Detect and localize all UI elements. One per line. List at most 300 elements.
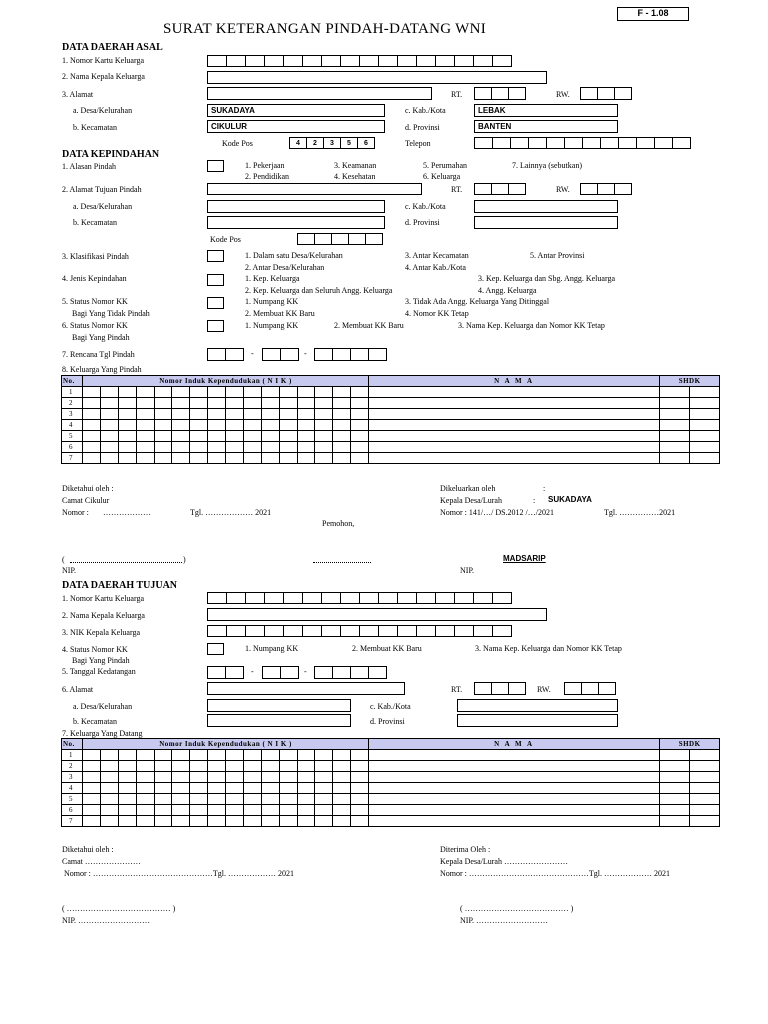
- desa-pindah-field[interactable]: [207, 200, 385, 213]
- shdk-cell[interactable]: [660, 420, 690, 431]
- nik-digit-cell[interactable]: [351, 772, 369, 783]
- nik-digit-cell[interactable]: [118, 409, 136, 420]
- nik-digit-cell[interactable]: [172, 816, 190, 827]
- nik-digit-cell[interactable]: [279, 816, 297, 827]
- nik-digit-cell[interactable]: [333, 750, 351, 761]
- shdk-cell[interactable]: [690, 409, 720, 420]
- nik-digit-cell[interactable]: [172, 805, 190, 816]
- nik-digit-cell[interactable]: [315, 398, 333, 409]
- nik-digit-cell[interactable]: [154, 409, 172, 420]
- shdk-cell[interactable]: [690, 794, 720, 805]
- alamat-asal-field[interactable]: [207, 87, 432, 100]
- nik-digit-cell[interactable]: [315, 794, 333, 805]
- status-tujuan-checkbox[interactable]: [207, 643, 224, 655]
- nik-digit-cell[interactable]: [136, 431, 154, 442]
- nik-digit-cell[interactable]: [154, 420, 172, 431]
- nik-digit-cell[interactable]: [315, 409, 333, 420]
- rw-asal-boxes[interactable]: [580, 87, 632, 100]
- nik-digit-cell[interactable]: [351, 398, 369, 409]
- nik-digit-cell[interactable]: [315, 750, 333, 761]
- nik-digit-cell[interactable]: [190, 398, 208, 409]
- nik-digit-cell[interactable]: [208, 431, 226, 442]
- nik-digit-cell[interactable]: [154, 772, 172, 783]
- nik-digit-cell[interactable]: [226, 816, 244, 827]
- prov-pindah-field[interactable]: [474, 216, 618, 229]
- nama-cell[interactable]: [369, 816, 660, 827]
- nik-digit-cell[interactable]: [279, 750, 297, 761]
- nik-digit-cell[interactable]: [333, 794, 351, 805]
- kab-tujuan-field[interactable]: [457, 699, 618, 712]
- nik-digit-cell[interactable]: [297, 398, 315, 409]
- telepon-asal-boxes[interactable]: [474, 137, 691, 149]
- nik-digit-cell[interactable]: [190, 805, 208, 816]
- nama-cell[interactable]: [369, 420, 660, 431]
- nik-digit-cell[interactable]: [243, 442, 261, 453]
- nik-digit-cell[interactable]: [279, 398, 297, 409]
- nik-digit-cell[interactable]: [297, 453, 315, 464]
- nik-digit-cell[interactable]: [333, 409, 351, 420]
- nama-cell[interactable]: [369, 761, 660, 772]
- nik-digit-cell[interactable]: [118, 420, 136, 431]
- nik-digit-cell[interactable]: [333, 761, 351, 772]
- nik-digit-cell[interactable]: [136, 794, 154, 805]
- nik-digit-cell[interactable]: [190, 420, 208, 431]
- nik-digit-cell[interactable]: [208, 794, 226, 805]
- nama-kepala-asal-field[interactable]: [207, 71, 547, 84]
- nik-digit-cell[interactable]: [172, 431, 190, 442]
- nik-digit-cell[interactable]: [190, 761, 208, 772]
- shdk-cell[interactable]: [690, 442, 720, 453]
- nik-digit-cell[interactable]: [136, 772, 154, 783]
- nik-digit-cell[interactable]: [315, 805, 333, 816]
- nik-digit-cell[interactable]: [351, 409, 369, 420]
- nik-digit-cell[interactable]: [243, 761, 261, 772]
- nik-digit-cell[interactable]: [351, 816, 369, 827]
- nik-digit-cell[interactable]: [136, 453, 154, 464]
- nik-digit-cell[interactable]: [100, 816, 118, 827]
- nik-digit-cell[interactable]: [279, 409, 297, 420]
- kodepos-asal-boxes[interactable]: [289, 137, 375, 149]
- rencana-tgl-year[interactable]: [314, 348, 387, 361]
- shdk-cell[interactable]: [690, 453, 720, 464]
- nik-digit-cell[interactable]: [315, 816, 333, 827]
- nik-digit-cell[interactable]: [351, 442, 369, 453]
- nik-digit-cell[interactable]: [118, 750, 136, 761]
- nik-digit-cell[interactable]: [226, 387, 244, 398]
- tanggal-kedatangan-year[interactable]: [314, 666, 387, 679]
- nik-digit-cell[interactable]: [136, 387, 154, 398]
- nik-digit-cell[interactable]: [315, 420, 333, 431]
- nik-digit-cell[interactable]: [261, 387, 279, 398]
- nik-digit-cell[interactable]: [226, 409, 244, 420]
- nik-digit-cell[interactable]: [208, 805, 226, 816]
- nik-digit-cell[interactable]: [118, 431, 136, 442]
- nik-digit-cell[interactable]: [261, 816, 279, 827]
- rt-tujuan-boxes[interactable]: [474, 682, 526, 695]
- nik-digit-cell[interactable]: [154, 442, 172, 453]
- nama-cell[interactable]: [369, 398, 660, 409]
- nik-digit-cell[interactable]: [333, 772, 351, 783]
- nik-digit-cell[interactable]: [351, 750, 369, 761]
- nik-digit-cell[interactable]: [83, 794, 101, 805]
- nik-digit-cell[interactable]: [261, 442, 279, 453]
- nik-digit-cell[interactable]: [315, 453, 333, 464]
- nik-digit-cell[interactable]: [118, 783, 136, 794]
- nik-digit-cell[interactable]: [226, 442, 244, 453]
- nik-digit-cell[interactable]: [100, 794, 118, 805]
- nik-digit-cell[interactable]: [243, 409, 261, 420]
- nik-digit-cell[interactable]: [118, 816, 136, 827]
- nik-digit-cell[interactable]: [100, 783, 118, 794]
- desa-tujuan-field[interactable]: [207, 699, 351, 712]
- nik-digit-cell[interactable]: [226, 398, 244, 409]
- rencana-tgl-day[interactable]: [207, 348, 244, 361]
- nik-digit-cell[interactable]: [100, 805, 118, 816]
- shdk-cell[interactable]: [660, 783, 690, 794]
- nik-digit-cell[interactable]: [100, 761, 118, 772]
- nik-digit-cell[interactable]: [190, 816, 208, 827]
- nik-digit-cell[interactable]: [279, 783, 297, 794]
- nik-digit-cell[interactable]: [172, 398, 190, 409]
- nik-digit-cell[interactable]: [83, 761, 101, 772]
- nik-digit-cell[interactable]: [351, 805, 369, 816]
- nik-digit-cell[interactable]: [83, 398, 101, 409]
- nik-digit-cell[interactable]: [100, 398, 118, 409]
- nama-cell[interactable]: [369, 431, 660, 442]
- nik-digit-cell[interactable]: [226, 761, 244, 772]
- shdk-cell[interactable]: [690, 420, 720, 431]
- kec-pindah-field[interactable]: [207, 216, 385, 229]
- shdk-cell[interactable]: [690, 816, 720, 827]
- nik-digit-cell[interactable]: [136, 805, 154, 816]
- nik-digit-cell[interactable]: [261, 398, 279, 409]
- nik-digit-cell[interactable]: [333, 442, 351, 453]
- nik-digit-cell[interactable]: [100, 442, 118, 453]
- nik-digit-cell[interactable]: [261, 453, 279, 464]
- tanggal-kedatangan-day[interactable]: [207, 666, 244, 679]
- nik-digit-cell[interactable]: [83, 805, 101, 816]
- nik-digit-cell[interactable]: [100, 420, 118, 431]
- shdk-cell[interactable]: [690, 783, 720, 794]
- rw-pindah-boxes[interactable]: [580, 183, 632, 195]
- nik-digit-cell[interactable]: [261, 409, 279, 420]
- nik-digit-cell[interactable]: [172, 772, 190, 783]
- nik-digit-cell[interactable]: [297, 409, 315, 420]
- shdk-cell[interactable]: [690, 398, 720, 409]
- kec-asal-field[interactable]: CIKULUR: [207, 120, 385, 133]
- nik-digit-cell[interactable]: [172, 420, 190, 431]
- nik-digit-cell[interactable]: [333, 816, 351, 827]
- nik-digit-cell[interactable]: [243, 420, 261, 431]
- kec-tujuan-field[interactable]: [207, 714, 351, 727]
- nik-digit-cell[interactable]: [315, 442, 333, 453]
- nik-digit-cell[interactable]: [118, 453, 136, 464]
- rw-tujuan-boxes[interactable]: [564, 682, 616, 695]
- nama-cell[interactable]: [369, 794, 660, 805]
- nik-digit-cell[interactable]: [297, 431, 315, 442]
- nik-digit-cell[interactable]: [297, 387, 315, 398]
- nik-digit-cell[interactable]: [136, 761, 154, 772]
- rt-asal-boxes[interactable]: [474, 87, 526, 100]
- nik-digit-cell[interactable]: [83, 442, 101, 453]
- nik-digit-cell[interactable]: [351, 761, 369, 772]
- nik-digit-cell[interactable]: [154, 431, 172, 442]
- nik-digit-cell[interactable]: [208, 761, 226, 772]
- nik-digit-cell[interactable]: [208, 398, 226, 409]
- nik-digit-cell[interactable]: [136, 409, 154, 420]
- nik-digit-cell[interactable]: [154, 783, 172, 794]
- nik-digit-cell[interactable]: [297, 805, 315, 816]
- nik-digit-cell[interactable]: [83, 431, 101, 442]
- nik-digit-cell[interactable]: [315, 761, 333, 772]
- shdk-cell[interactable]: [660, 794, 690, 805]
- nik-digit-cell[interactable]: [279, 805, 297, 816]
- nik-digit-cell[interactable]: [279, 453, 297, 464]
- nik-digit-cell[interactable]: [118, 442, 136, 453]
- nik-digit-cell[interactable]: [243, 750, 261, 761]
- nik-digit-cell[interactable]: [297, 794, 315, 805]
- nik-digit-cell[interactable]: [261, 420, 279, 431]
- nik-digit-cell[interactable]: [154, 794, 172, 805]
- nik-digit-cell[interactable]: [333, 453, 351, 464]
- nik-digit-cell[interactable]: [333, 387, 351, 398]
- nik-digit-cell[interactable]: [279, 794, 297, 805]
- nik-digit-cell[interactable]: [226, 420, 244, 431]
- nik-digit-cell[interactable]: [243, 398, 261, 409]
- nama-cell[interactable]: [369, 805, 660, 816]
- nik-digit-cell[interactable]: [208, 750, 226, 761]
- nik-digit-cell[interactable]: [83, 772, 101, 783]
- nik-digit-cell[interactable]: [333, 431, 351, 442]
- jenis-checkbox[interactable]: [207, 274, 224, 286]
- nik-digit-cell[interactable]: [208, 387, 226, 398]
- shdk-cell[interactable]: [690, 761, 720, 772]
- nama-cell[interactable]: [369, 387, 660, 398]
- nik-digit-cell[interactable]: [136, 442, 154, 453]
- nik-digit-cell[interactable]: [243, 387, 261, 398]
- nik-digit-cell[interactable]: [351, 794, 369, 805]
- nik-digit-cell[interactable]: [333, 805, 351, 816]
- nik-digit-cell[interactable]: [154, 398, 172, 409]
- nik-digit-cell[interactable]: [190, 442, 208, 453]
- rencana-tgl-month[interactable]: [262, 348, 299, 361]
- nik-digit-cell[interactable]: [333, 398, 351, 409]
- nik-digit-cell[interactable]: [226, 805, 244, 816]
- nik-digit-cell[interactable]: [279, 761, 297, 772]
- nik-digit-cell[interactable]: [243, 783, 261, 794]
- nik-digit-cell[interactable]: [297, 783, 315, 794]
- nik-digit-cell[interactable]: [351, 783, 369, 794]
- nik-digit-cell[interactable]: [154, 816, 172, 827]
- nik-digit-cell[interactable]: [226, 772, 244, 783]
- nik-kepala-boxes[interactable]: [207, 625, 512, 637]
- nik-digit-cell[interactable]: [243, 816, 261, 827]
- nik-digit-cell[interactable]: [279, 387, 297, 398]
- nik-digit-cell[interactable]: [100, 431, 118, 442]
- nik-digit-cell[interactable]: [226, 794, 244, 805]
- nama-cell[interactable]: [369, 453, 660, 464]
- shdk-cell[interactable]: [660, 442, 690, 453]
- nik-digit-cell[interactable]: [83, 750, 101, 761]
- nik-digit-cell[interactable]: [118, 805, 136, 816]
- nik-digit-cell[interactable]: [172, 761, 190, 772]
- tanggal-kedatangan-month[interactable]: [262, 666, 299, 679]
- nik-digit-cell[interactable]: [243, 453, 261, 464]
- nik-digit-cell[interactable]: [243, 431, 261, 442]
- shdk-cell[interactable]: [660, 431, 690, 442]
- shdk-cell[interactable]: [660, 750, 690, 761]
- nik-digit-cell[interactable]: [279, 442, 297, 453]
- nik-digit-cell[interactable]: [172, 794, 190, 805]
- nik-digit-cell[interactable]: [279, 772, 297, 783]
- nik-digit-cell[interactable]: [351, 387, 369, 398]
- desa-asal-field[interactable]: SUKADAYA: [207, 104, 385, 117]
- nik-digit-cell[interactable]: [118, 387, 136, 398]
- nik-digit-cell[interactable]: [261, 783, 279, 794]
- shdk-cell[interactable]: [690, 387, 720, 398]
- shdk-cell[interactable]: [660, 398, 690, 409]
- nik-digit-cell[interactable]: [208, 453, 226, 464]
- shdk-cell[interactable]: [690, 431, 720, 442]
- nik-digit-cell[interactable]: [154, 453, 172, 464]
- klasifikasi-checkbox[interactable]: [207, 250, 224, 262]
- nik-digit-cell[interactable]: [315, 772, 333, 783]
- status-tidak-pindah-checkbox[interactable]: [207, 297, 224, 309]
- nik-digit-cell[interactable]: [190, 783, 208, 794]
- nik-digit-cell[interactable]: [243, 805, 261, 816]
- nik-digit-cell[interactable]: [83, 387, 101, 398]
- nik-digit-cell[interactable]: [83, 420, 101, 431]
- nik-digit-cell[interactable]: [226, 431, 244, 442]
- prov-tujuan-field[interactable]: [457, 714, 618, 727]
- shdk-cell[interactable]: [660, 772, 690, 783]
- nik-digit-cell[interactable]: [190, 794, 208, 805]
- nik-digit-cell[interactable]: [83, 783, 101, 794]
- nik-digit-cell[interactable]: [208, 409, 226, 420]
- nik-digit-cell[interactable]: [190, 409, 208, 420]
- nik-digit-cell[interactable]: [136, 398, 154, 409]
- nik-digit-cell[interactable]: [154, 750, 172, 761]
- nik-digit-cell[interactable]: [83, 816, 101, 827]
- kab-pindah-field[interactable]: [474, 200, 618, 213]
- nik-digit-cell[interactable]: [100, 453, 118, 464]
- nama-cell[interactable]: [369, 772, 660, 783]
- rt-pindah-boxes[interactable]: [474, 183, 526, 195]
- nik-digit-cell[interactable]: [208, 772, 226, 783]
- shdk-cell[interactable]: [660, 816, 690, 827]
- nik-digit-cell[interactable]: [297, 761, 315, 772]
- nik-digit-cell[interactable]: [100, 750, 118, 761]
- nama-cell[interactable]: [369, 409, 660, 420]
- kodepos-pindah-boxes[interactable]: [297, 233, 383, 245]
- nama-cell[interactable]: [369, 783, 660, 794]
- shdk-cell[interactable]: [690, 750, 720, 761]
- nik-digit-cell[interactable]: [83, 409, 101, 420]
- nik-digit-cell[interactable]: [100, 387, 118, 398]
- nik-digit-cell[interactable]: [190, 387, 208, 398]
- nik-digit-cell[interactable]: [261, 794, 279, 805]
- nik-digit-cell[interactable]: [190, 453, 208, 464]
- nik-digit-cell[interactable]: [118, 772, 136, 783]
- nik-digit-cell[interactable]: [118, 398, 136, 409]
- nik-digit-cell[interactable]: [190, 750, 208, 761]
- nik-digit-cell[interactable]: [297, 750, 315, 761]
- nik-digit-cell[interactable]: [208, 420, 226, 431]
- nik-digit-cell[interactable]: [118, 761, 136, 772]
- shdk-cell[interactable]: [690, 772, 720, 783]
- nik-digit-cell[interactable]: [243, 794, 261, 805]
- nama-cell[interactable]: [369, 750, 660, 761]
- nama-cell[interactable]: [369, 442, 660, 453]
- shdk-cell[interactable]: [660, 409, 690, 420]
- alamat-tujuan-pindah-field[interactable]: [207, 183, 422, 195]
- shdk-cell[interactable]: [660, 761, 690, 772]
- nik-digit-cell[interactable]: [208, 816, 226, 827]
- nik-digit-cell[interactable]: [136, 816, 154, 827]
- status-pindah-checkbox[interactable]: [207, 320, 224, 332]
- prov-asal-field[interactable]: BANTEN: [474, 120, 618, 133]
- nik-digit-cell[interactable]: [136, 420, 154, 431]
- nik-digit-cell[interactable]: [226, 750, 244, 761]
- nik-digit-cell[interactable]: [172, 442, 190, 453]
- nik-digit-cell[interactable]: [351, 453, 369, 464]
- nik-digit-cell[interactable]: [226, 783, 244, 794]
- nik-digit-cell[interactable]: [351, 420, 369, 431]
- nik-digit-cell[interactable]: [190, 772, 208, 783]
- nik-digit-cell[interactable]: [261, 750, 279, 761]
- nik-digit-cell[interactable]: [297, 420, 315, 431]
- nik-digit-cell[interactable]: [297, 442, 315, 453]
- nik-digit-cell[interactable]: [279, 431, 297, 442]
- nik-digit-cell[interactable]: [261, 761, 279, 772]
- nik-digit-cell[interactable]: [172, 783, 190, 794]
- nik-digit-cell[interactable]: [136, 783, 154, 794]
- nik-digit-cell[interactable]: [333, 783, 351, 794]
- nik-digit-cell[interactable]: [172, 453, 190, 464]
- nik-digit-cell[interactable]: [136, 750, 154, 761]
- nik-digit-cell[interactable]: [154, 387, 172, 398]
- nik-digit-cell[interactable]: [261, 431, 279, 442]
- nik-digit-cell[interactable]: [315, 431, 333, 442]
- nik-digit-cell[interactable]: [297, 772, 315, 783]
- nama-kepala-tujuan-field[interactable]: [207, 608, 547, 621]
- nik-digit-cell[interactable]: [279, 420, 297, 431]
- shdk-cell[interactable]: [690, 805, 720, 816]
- no-kk-tujuan-boxes[interactable]: [207, 592, 512, 604]
- kab-asal-field[interactable]: LEBAK: [474, 104, 618, 117]
- nik-digit-cell[interactable]: [261, 772, 279, 783]
- nik-digit-cell[interactable]: [154, 761, 172, 772]
- nik-digit-cell[interactable]: [100, 772, 118, 783]
- nik-digit-cell[interactable]: [100, 409, 118, 420]
- nik-digit-cell[interactable]: [172, 409, 190, 420]
- shdk-cell[interactable]: [660, 805, 690, 816]
- nik-digit-cell[interactable]: [172, 750, 190, 761]
- shdk-cell[interactable]: [660, 387, 690, 398]
- nik-digit-cell[interactable]: [226, 453, 244, 464]
- nik-digit-cell[interactable]: [208, 783, 226, 794]
- nik-digit-cell[interactable]: [297, 816, 315, 827]
- nik-digit-cell[interactable]: [118, 794, 136, 805]
- shdk-cell[interactable]: [660, 453, 690, 464]
- nik-digit-cell[interactable]: [208, 442, 226, 453]
- nik-digit-cell[interactable]: [154, 805, 172, 816]
- nik-digit-cell[interactable]: [315, 387, 333, 398]
- nik-digit-cell[interactable]: [351, 431, 369, 442]
- no-kk-asal-boxes[interactable]: [207, 55, 512, 67]
- nik-digit-cell[interactable]: [243, 772, 261, 783]
- nik-digit-cell[interactable]: [172, 387, 190, 398]
